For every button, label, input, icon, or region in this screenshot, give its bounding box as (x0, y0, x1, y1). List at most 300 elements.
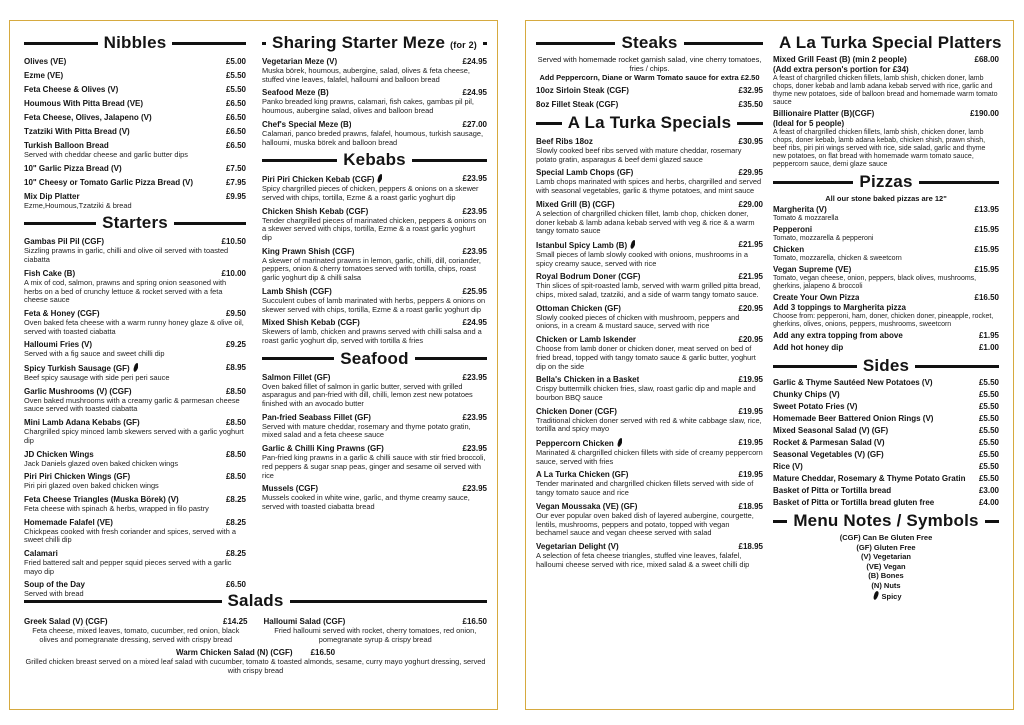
menu-item-name-text: Istanbul Spicy Lamb (B) (536, 240, 628, 250)
menu-item-row (773, 414, 999, 424)
menu-item (262, 88, 487, 115)
menu-item-row (773, 474, 999, 484)
section-menu-notes (773, 511, 999, 601)
menu-item (264, 617, 488, 644)
menu-item-price: £9.95 (225, 191, 246, 201)
heading-rule (24, 222, 96, 225)
menu-item-price: £10.00 (221, 268, 246, 278)
menu-item-price: £24.95 (462, 88, 487, 98)
menu-item (536, 407, 763, 434)
menu-item-name-text: Homemade Falafel (VE) (24, 517, 113, 527)
menu-item-name-text: Fish Cake (B) (24, 268, 76, 278)
menu-item-name-text: 10" Garlic Pizza Bread (V) (24, 163, 122, 173)
menu-item (24, 71, 246, 81)
menu-item-name (773, 438, 885, 448)
section-title (568, 113, 731, 133)
heading-rule (773, 181, 853, 184)
menu-item-name-text: Mixed Grill Feast (B) (min 2 people) (773, 55, 907, 64)
menu-item-row (773, 109, 999, 119)
menu-item-name-text: Soup of the Day (24, 580, 85, 590)
heading-rule (262, 159, 337, 162)
menu-item-description: Panko breaded king prawns, calamari, fish cakes, gambas pil pil, houmous, aubergine salad, olives and balloon bread (262, 97, 474, 116)
menu-item-description: Succulent cubes of lamb marinated with herbs, peppers & onions on skewer served with chips, tortilla, Ezme & a roast garlic yoghurt dip (262, 295, 486, 314)
menu-item-price: £23.95 (462, 206, 487, 216)
menu-item-name (773, 265, 851, 275)
menu-item-description: Slowly cooked beef ribs served with mature cheddar, rosemary potato gratin, asparagus & beef demi glazed sauce (536, 146, 742, 164)
menu-item-price: £5.50 (225, 71, 246, 80)
menu-item-name-text: Basket of Pitta or Tortilla bread (773, 486, 892, 495)
menu-item-price: £3.00 (978, 486, 999, 495)
menu-item-description: A selection of chargrilled chicken fillet, lamb chop, chicken doner, doner kebab & lamb adana kebab served with veg & rice & a warm tangy tomato sauce (536, 208, 755, 236)
menu-item-row (773, 390, 999, 400)
menu-item-row (24, 99, 246, 109)
menu-item-name-text: 10" Cheesy or Tomato Garlic Pizza Bread (V) (24, 177, 194, 187)
section-kebabs (262, 150, 487, 345)
menu-item-name-text: Vegan Supreme (VE) (773, 265, 852, 274)
menu-item-description: Tender chargrilled pieces of marinated chicken, peppers & onions on a skewer served with chips, tortilla, Ezme & a roast garlic yoghurt dip (262, 215, 487, 243)
menu-item (262, 120, 487, 147)
menu-item-description: Feta cheese with spinach & herbs, wrapped in filo pastry (24, 503, 209, 513)
section-nibbles (24, 33, 246, 210)
menu-item-name (536, 100, 618, 110)
menu-item-name (773, 343, 843, 353)
menu-item-name-text: Vegan Moussaka (VE) (GF) (536, 501, 638, 511)
menu-item-name-text: Royal Bodrum Doner (CGF) (536, 272, 641, 282)
menu-item (262, 287, 487, 314)
menu-item-name-text: Ottoman Chicken (GF) (536, 303, 621, 313)
section-note: All our stone baked pizzas are 12" (825, 194, 947, 203)
section-pizzas (773, 172, 999, 353)
menu-item-price: £23.95 (462, 174, 487, 184)
menu-item-name-text: Vegetarian Delight (V) (536, 541, 619, 551)
menu-item (24, 237, 246, 264)
menu-item-description: Sizzling prawns in garlic, chilli and olive oil served with toasted ciabatta (24, 246, 229, 265)
menu-item-name-text: Billionaire Platter (B)(CGF) (773, 109, 875, 118)
section-title (779, 33, 1002, 53)
menu-item-name-text: Spicy Turkish Sausage (GF) (24, 364, 130, 374)
menu-item-price: £21.95 (738, 239, 763, 249)
menu-item-description: Beef spicy sausage with side peri peri sauce (24, 373, 170, 383)
menu-item-price: £29.00 (738, 199, 763, 209)
menu-item-name (773, 55, 907, 65)
menu-item-price: £8.50 (225, 449, 246, 459)
salads-section (24, 589, 487, 676)
menu-item-price: £23.95 (462, 484, 487, 494)
menu-item-description: Tomato, mozzarella & pepperoni (773, 235, 874, 242)
menu-item-price: £8.50 (225, 472, 246, 482)
menu-item-price: £15.95 (974, 245, 999, 254)
symbol-note (773, 533, 999, 543)
menu-item-row (773, 245, 999, 255)
menu-item-description: Traditional chicken doner served with red & white cabbage slaw, rice, tortilla and spicy mayo (536, 415, 762, 434)
menu-item-row (773, 438, 999, 448)
section-title (859, 172, 912, 192)
menu-item (536, 304, 763, 331)
menu-item-description: Slowly cooked pieces of chicken with mushroom, peppers and onions, in a cream & mustard sauce, served with rice (536, 312, 740, 331)
menu-item-price: £23.95 (462, 372, 487, 382)
menu-item-name-text: Piri Piri Chicken Wings (GF) (24, 472, 131, 482)
menu-item (262, 57, 487, 84)
section-title-note: (for 2) (450, 40, 477, 50)
heading-rule (915, 365, 999, 368)
menu-item-name (773, 498, 934, 508)
section-title (340, 349, 408, 369)
section-extra-note: Add Peppercorn, Diane or Warm Tomato sauce for extra £2.50 (539, 73, 760, 82)
menu-item-name-text: Mixed Seasonal Salad (V) (GF) (773, 426, 889, 435)
menu-item-name-text: Garlic & Chilli King Prawns (GF) (262, 444, 384, 454)
menu-item-price: £20.95 (738, 335, 763, 345)
menu-item (262, 413, 487, 440)
menu-item-description: Fried battered salt and pepper squid pieces served with a garlic mayo dip (24, 558, 232, 576)
menu-item-row (773, 225, 999, 235)
menu-item (536, 168, 763, 195)
menu-item-name-text: Chicken (773, 245, 805, 254)
menu-item (536, 100, 763, 110)
menu-item (24, 113, 246, 123)
section-title-text: Menu Notes / Symbols (793, 511, 979, 530)
menu-item-name-text: Feta Cheese, Olives, Jalapeno (V) (24, 113, 152, 122)
menu-item-description: Tender marinated and chargrilled chicken fillets served with side of tangy tomato sauce and rice (536, 479, 754, 498)
section-title-text: Nibbles (103, 33, 167, 52)
menu-item (773, 390, 999, 400)
heading-rule (773, 520, 787, 523)
heading-rule (919, 181, 999, 184)
menu-item-description: Oven baked feta cheese with a warm runny honey glaze & olive oil, served with toasted ciabatta (24, 317, 244, 336)
section-heading-seafood (262, 349, 487, 369)
menu-item-name-text: Pan-fried Seabass Fillet (GF) (262, 412, 371, 422)
menu-item (24, 99, 246, 109)
heading-rule (684, 42, 763, 45)
symbol-note-text: (CGF) Can Be Gluten Free (839, 533, 933, 542)
menu-item-name-text: Rice (V) (773, 462, 803, 471)
menu-item (773, 265, 999, 291)
menu-item-price: £5.00 (225, 57, 246, 66)
menu-item-row (24, 178, 246, 188)
menu-item-name-text: Chicken Shish Kebab (CGF) (262, 206, 369, 216)
section-title (102, 213, 168, 233)
section-heading-steaks (536, 33, 763, 53)
menu-item-name-text: Mixed Shish Kebab (CGF) (262, 318, 360, 328)
menu-item-price: £5.50 (978, 414, 999, 423)
menu-item-row (773, 55, 999, 65)
menu-item (773, 343, 999, 353)
menu-item-price: £10.50 (221, 237, 246, 247)
menu-item (262, 174, 487, 202)
menu-item-description: Our ever popular oven baked dish of layered aubergine, courgette, lentils, mushrooms, peppers and potato, topped with vegan bechamel sauce and vegan cheese served with salad (536, 510, 754, 538)
menu-item-name-text: JD Chicken Wings (24, 449, 94, 459)
menu-item-name (24, 71, 63, 81)
menu-item-description: Served with mature cheddar, rosemary and thyme potato gratin, mixed salad and a feta cheese sauce (262, 421, 471, 440)
menu-item-name (24, 57, 66, 67)
menu-item-price: £68.00 (974, 55, 999, 64)
menu-item-name-text: Piri Piri Chicken Kebab (CGF) (262, 175, 375, 185)
heading-rule (536, 122, 562, 125)
menu-item-price: £8.50 (225, 418, 246, 428)
menu-item-name-text: Peppercorn Chicken (536, 439, 614, 449)
menu-item-name (773, 245, 804, 255)
menu-item-name (773, 225, 812, 235)
menu-item-name-text: Salmon Fillet (GF) (262, 372, 331, 382)
menu-item-description: Oven baked fillet of salmon in garlic butter, served with grilled asparagus and pan-fried with dill, chilli, lemon zest new potatoes finished with an avocado butter (262, 381, 473, 409)
menu-item (24, 518, 246, 545)
menu-item (773, 462, 999, 472)
menu-item-description: A selection of feta cheese triangles, stuffed vine leaves, falafel, halloumi cheese served with rice, mixed salad & a sweet chilli dip (536, 550, 750, 569)
menu-item-price: £8.95 (225, 363, 246, 373)
menu-item-name-text: Halloumi Fries (V) (24, 340, 93, 350)
menu-item-price: £5.50 (978, 390, 999, 399)
symbol-note-text: Spicy (881, 591, 902, 601)
menu-item-price: £5.50 (978, 474, 999, 483)
section-heading-a-la-turka-special-platters (773, 33, 1002, 53)
menu-item-subtitle: (Ideal for 5 people) (773, 119, 845, 128)
menu-item-price: £25.95 (462, 286, 487, 296)
section-a-la-turka-specials (536, 113, 763, 569)
menu-item-subtitle: (Add extra person's portion for £34) (773, 65, 909, 74)
menu-item (262, 247, 487, 283)
menu-item-row (24, 127, 246, 137)
menu-item-price: £35.50 (738, 100, 763, 109)
menu-item-name-text: Calamari (24, 549, 58, 559)
menu-item-name-text: Mini Lamb Adana Kebabs (GF) (24, 418, 140, 428)
menu-item-price: £7.50 (225, 163, 246, 173)
menu-item (24, 141, 246, 160)
heading-rule (172, 42, 246, 45)
menu-item-price: £13.95 (974, 205, 999, 214)
menu-item-name-text: Bella's Chicken in a Basket (536, 375, 640, 385)
menu-item-name (24, 178, 193, 188)
symbol-note-text: (VE) Vegan (866, 561, 906, 571)
menu-item-description: Marinated & chargrilled chicken fillets with side of creamy peppercorn sauce, served with fries (536, 448, 763, 466)
menu-item-row (24, 164, 246, 174)
section-note: Served with homemade rocket garnish salad, vine cherry tomatoes, fries / chips. (537, 55, 762, 73)
menu-item-price: £19.95 (738, 470, 763, 480)
menu-item (536, 470, 763, 497)
section-title-text: Starters (102, 213, 168, 233)
menu-item-name (773, 402, 857, 412)
menu-item-price: £16.50 (462, 617, 487, 626)
menu-item-price: £8.25 (225, 549, 246, 559)
menu-item-name (773, 426, 888, 436)
menu-item-name (24, 85, 118, 95)
menu-item-price: £32.95 (738, 86, 763, 95)
menu-item-price: £23.95 (462, 412, 487, 422)
menu-item-name-text: Lamb Shish (CGF) (262, 286, 332, 296)
menu-item (24, 340, 246, 359)
menu-item-name-text: Halloumi Salad (CGF) (263, 617, 346, 626)
heading-rule (24, 42, 98, 45)
menu-item-name-text: Pepperoni (773, 225, 813, 234)
symbol-note (773, 571, 999, 581)
salads-heading: Salads (24, 591, 487, 611)
menu-item-name-text: Mixed Grill (B) (CGF) (536, 199, 615, 209)
menu-item-price: £4.00 (978, 498, 999, 507)
symbol-note-text: (N) Nuts (871, 580, 901, 590)
menu-item-row (773, 486, 999, 496)
menu-item-name-text: Greek Salad (V) (CGF) (24, 617, 108, 626)
symbol-note (773, 552, 999, 562)
section-title (621, 33, 677, 53)
menu-item-description: Spicy chargrilled pieces of chicken, peppers & onions on a skewer served with chips, tortilla, Ezme & a roast garlic yoghurt dip (262, 184, 479, 202)
menu-item-price: £6.50 (225, 141, 246, 150)
menu-item-name (773, 462, 803, 472)
menu-item-description: Tomato, vegan cheese, onion, peppers, black olives, mushrooms, gherkins, jalapeno & broccoli (773, 275, 977, 290)
menu-item-description: Chickpeas cooked with fresh coriander and spices, served with a sweet chilli dip (24, 526, 236, 545)
menu-item-price: £19.95 (738, 375, 763, 385)
menu-item-name-text: Olives (VE) (24, 57, 67, 66)
menu-item-name-text: Mature Cheddar, Rosemary & Thyme Potato Gratin (773, 474, 966, 483)
menu-item (773, 378, 999, 388)
menu-item-description: Served with a fig sauce and sweet chilli dip (24, 349, 165, 359)
menu-item (773, 109, 999, 169)
menu-item-description: Piri piri glazed oven baked chicken wings (24, 481, 159, 491)
menu-item-name-text: Margherita (V) (773, 205, 827, 214)
chili-icon (616, 438, 621, 447)
section-seafood (262, 349, 487, 512)
menu-item-description: Choose from: pepperoni, ham, doner, chicken doner, pineapple, rocket, gherkins, olives, onions, peppers, mushrooms, sweetcorn (773, 313, 994, 328)
menu-item-price: £8.50 (225, 386, 246, 396)
menu-item-warm-chicken-salad: Warm Chicken Salad (N) (CGF) £16.50 Grilled chicken breast served on a mixed leaf salad with cucumber, tomato & toasted almonds, sesame, curry mayo yoghurt dressing, served with crispy bread (25, 648, 486, 676)
menu-item (773, 438, 999, 448)
menu-item (24, 85, 246, 95)
menu-item (24, 549, 246, 576)
menu-item-name-text: Chef's Special Meze (B) (262, 119, 352, 129)
section-heading-nibbles (24, 33, 246, 53)
heading-rule (483, 42, 487, 45)
menu-item (24, 127, 246, 137)
menu-item (773, 450, 999, 460)
menu-item-name (24, 164, 122, 174)
menu-item (773, 331, 999, 341)
menu-item-name-text: Houmous With Pitta Bread (VE) (24, 99, 144, 108)
menu-item-price: £23.95 (462, 444, 487, 454)
menu-item-description: Oven baked mushrooms with a creamy garlic & parmesan cheese sauce served with toasted ciabatta (24, 395, 240, 414)
menu-item-row (24, 85, 246, 95)
section-heading-sharing-starter-meze (262, 33, 487, 53)
menu-item-name-text: Chunky Chips (V) (773, 390, 840, 399)
menu-item (24, 309, 246, 336)
menu-item-price: £16.50 (974, 293, 999, 302)
menu-item (24, 495, 246, 514)
menu-item (24, 363, 246, 383)
menu-item-description: Tomato & mozzarella (773, 215, 839, 222)
menu-item-price: £6.50 (225, 99, 246, 108)
menu-item-name-text: Feta Cheese & Olives (V) (24, 85, 119, 94)
menu-item (24, 418, 246, 445)
menu-item-description: Chargrilled spicy minced lamb skewers served with a garlic yoghurt dip (24, 427, 244, 445)
menu-item-name-text: Turkish Balloon Bread (24, 141, 109, 150)
chili-icon (873, 590, 880, 600)
menu-item-name (773, 293, 859, 303)
menu-item-name (773, 450, 884, 460)
menu-item-name-text: Gambas Pil Pil (CGF) (24, 237, 105, 247)
heading-rule (536, 42, 615, 45)
menu-item-name (24, 99, 143, 109)
menu-item-name (773, 474, 966, 484)
heading-rule (415, 357, 487, 360)
heading-rule (985, 520, 999, 523)
menu-item-name (773, 331, 903, 341)
section-title (343, 150, 406, 170)
menu-item-description: Skewers of lamb, chicken and prawns served with chilli salsa and a roast garlic yoghurt dip, served with tortilla & fries (262, 327, 482, 345)
menu-item-price: £6.50 (225, 580, 246, 590)
menu-item-name-text: Add any extra topping from above (773, 331, 903, 340)
menu-item-row (24, 113, 246, 123)
heading-rule (262, 42, 266, 45)
menu-item-description: Feta cheese, mixed leaves, tomato, cucumber, red onion, black olives and pomegranate dressing, served with crispy bread (32, 626, 240, 644)
section-title-text: Sides (862, 356, 910, 375)
menu-item-description: Muska börek, houmous, aubergine, salad, olives & feta cheese, stuffed vine leaves, falafel, halloumi and balloon bread (262, 66, 470, 84)
menu-item (773, 245, 999, 263)
menu-item-name-text: Homemade Beer Battered Onion Rings (V) (773, 414, 934, 423)
menu-item (24, 57, 246, 67)
menu-item-price: £7.95 (225, 177, 246, 187)
menu-item-price: £24.95 (462, 318, 487, 328)
menu-item (536, 375, 763, 402)
section-title-text: Pizzas (859, 172, 913, 191)
heading-rule (262, 357, 334, 360)
left-column-2 (262, 31, 487, 515)
menu-item-price: £5.50 (978, 378, 999, 387)
menu-item-name (773, 414, 933, 424)
menu-item-description: Thin slices of spit-roasted lamb, served with warm grilled pitta bread, chips, mixed salad, tzatziki, and a side of warm tangy tomato sauce. (536, 281, 761, 300)
menu-item-name (773, 378, 933, 388)
menu-item (24, 164, 246, 174)
symbol-note (773, 591, 999, 602)
menu-item-price: £8.25 (225, 494, 246, 504)
menu-item-price: £24.95 (462, 57, 487, 66)
menu-item (536, 542, 763, 569)
menu-item-name-text: Add hot honey dip (773, 343, 844, 352)
symbol-note-text: (V) Vegetarian (860, 552, 912, 562)
menu-item-price: £1.00 (978, 343, 999, 352)
heading-rule (737, 122, 763, 125)
heading-rule (174, 222, 246, 225)
menu-item-price: £20.95 (738, 303, 763, 313)
menu-item (24, 269, 246, 305)
menu-item-row (536, 100, 763, 110)
section-heading-pizzas (773, 172, 999, 192)
menu-item-price: £190.00 (970, 109, 999, 118)
menu-item-price: £19.95 (738, 438, 763, 448)
menu-item-name-text: Mix Dip Platter (24, 191, 80, 201)
right-column-1 (536, 31, 763, 572)
menu-item-price: £6.50 (225, 127, 246, 136)
menu-item-price: £15.95 (974, 265, 999, 274)
menu-item-name-text: Basket of Pitta or Tortilla bread gluten free (773, 498, 935, 507)
menu-item-name-text: Special Lamb Chops (GF) (536, 168, 634, 178)
menu-item-row (773, 378, 999, 388)
section-steaks (536, 33, 763, 110)
menu-item-description: Small pieces of lamb slowly cooked with onions, mushrooms in a spicy creamy sauce, served with rice (536, 249, 748, 268)
heading-rule (412, 159, 487, 162)
menu-item-price: £8.25 (225, 517, 246, 527)
section-title-text: Seafood (340, 348, 409, 368)
menu-item-name-text: King Prawn Shish (CGF) (262, 246, 355, 256)
section-title-text: A La Turka Specials (567, 113, 732, 132)
menu-item (773, 414, 999, 424)
menu-item-price: £1.95 (978, 331, 999, 340)
menu-item (262, 484, 487, 511)
menu-item-price: £9.25 (225, 340, 246, 350)
heading-rule (773, 365, 857, 368)
menu-item-row (536, 86, 763, 96)
menu-item (536, 438, 763, 466)
menu-item (773, 486, 999, 496)
section-title-text: Kebabs (343, 150, 406, 170)
menu-item-name-text: Beef Ribs 18oz (536, 137, 593, 146)
menu-item-description: A feast of chargrilled chicken fillets, lamb shish, chicken doner, lamb chops, doner kebab, lamb adana kebab, chicken shish, prawn shish, beef ribs, piri piri wings served with rice, side salad, garlic and thyme new potatoes, on flat bread with homemade warm tomato sauce, peppercorn sauce, demi glaze sauce (773, 129, 986, 168)
section-title (863, 356, 909, 376)
